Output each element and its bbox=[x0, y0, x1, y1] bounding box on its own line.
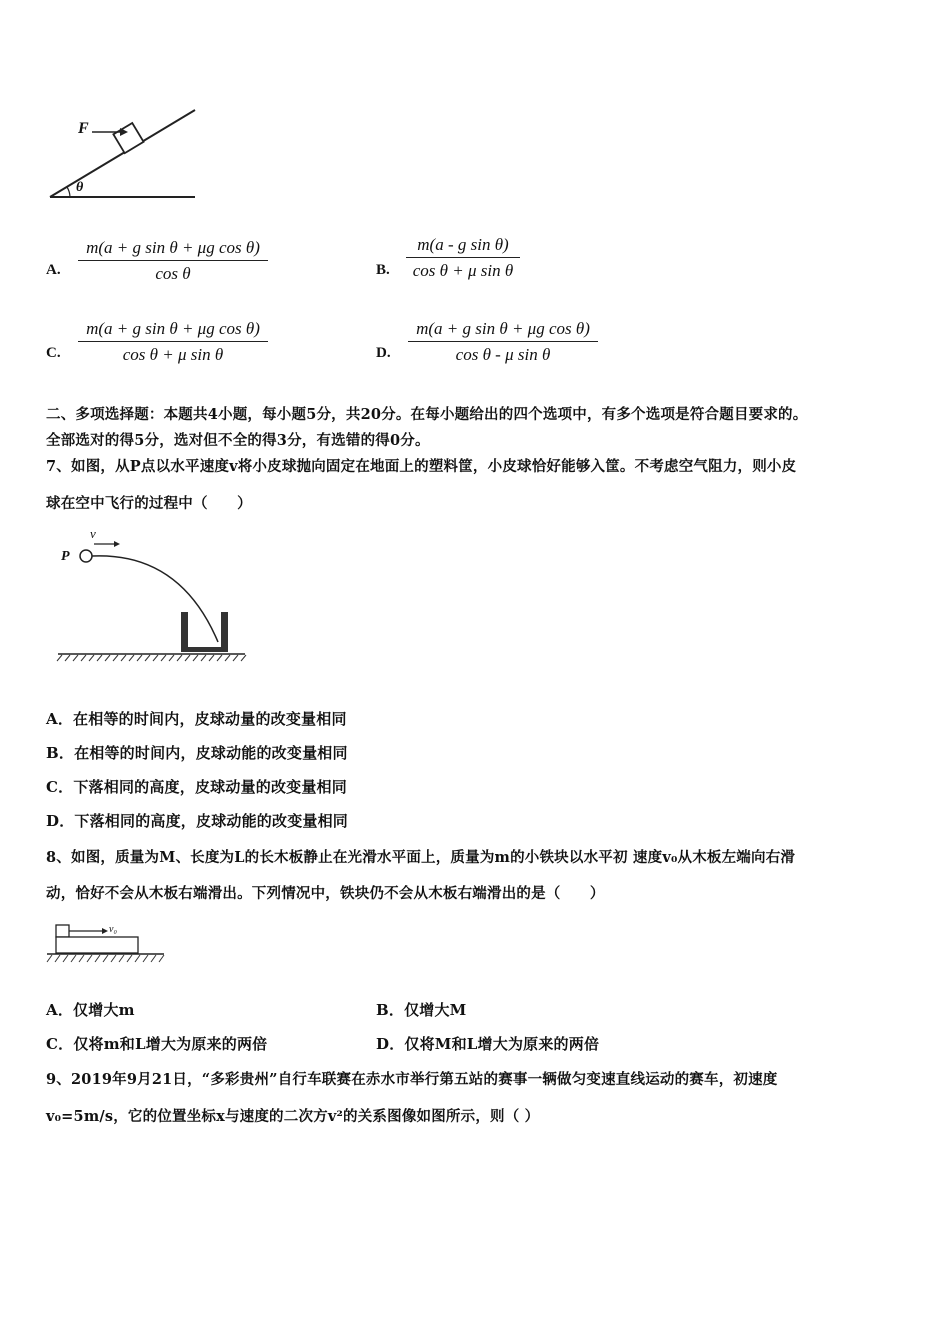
q8-stem-line1: 8、如图，质量为M、长度为L的长木板静止在光滑水平面上，质量为m的小铁块以水平初 速度v₀从木板左端向右滑 bbox=[46, 849, 796, 866]
section2-line1: 二、多项选择题：本题共4小题，每小题5分，共20分。在每小题给出的四个选项中，有多个选项是符合题目要求的。 bbox=[46, 406, 808, 423]
velocity-arrow-head bbox=[114, 541, 120, 547]
q7-stem-line2: 球在空中飞行的过程中（ ） bbox=[46, 495, 252, 512]
q6-option-c-denominator: cos θ + μ sin θ bbox=[122, 345, 224, 364]
angle-arc bbox=[67, 187, 70, 197]
q6-option-a-numerator: m(a + g sin θ + μg cos θ) bbox=[86, 238, 260, 257]
projectile-svg bbox=[50, 522, 260, 672]
q6-option-b-fraction bbox=[406, 235, 520, 281]
board-figure bbox=[44, 918, 174, 970]
q7-option-a: A．在相等的时间内，皮球动量的改变量相同 bbox=[46, 710, 347, 728]
q6-option-a-label: A. bbox=[46, 262, 61, 278]
q6-option-b-numerator: m(a - g sin θ) bbox=[417, 235, 509, 254]
basket-bottom bbox=[181, 647, 228, 652]
q6-option-c-numerator: m(a + g sin θ + μg cos θ) bbox=[86, 319, 260, 338]
floor-hatching bbox=[47, 955, 164, 962]
force-label: F bbox=[78, 120, 89, 137]
q8-option-a: A．仅增大m bbox=[46, 1001, 135, 1019]
q6-option-d-fraction bbox=[408, 319, 598, 365]
q6-option-c-fraction bbox=[78, 319, 268, 365]
trajectory-curve bbox=[92, 556, 218, 642]
v0-label: v₀ bbox=[109, 924, 117, 935]
ground-hatching bbox=[57, 655, 246, 661]
q6-option-d-numerator: m(a + g sin θ + μg cos θ) bbox=[416, 319, 590, 338]
angle-label: θ bbox=[76, 180, 84, 195]
q6-option-b-label: B. bbox=[376, 262, 390, 278]
q8-stem-line2: 动，恰好不会从木板右端滑出。下列情况中，铁块仍不会从木板右端滑出的是（ ） bbox=[46, 885, 605, 902]
basket-right-wall bbox=[221, 612, 228, 652]
point-p-label: P bbox=[61, 549, 70, 564]
q8-option-b: B．仅增大M bbox=[376, 1001, 467, 1019]
iron-block bbox=[56, 925, 69, 937]
q7-stem-line1: 7、如图，从P点以水平速度v将小皮球抛向固定在地面上的塑料筐，小皮球恰好能够入筐。不考虑空气阻力，则小皮 bbox=[46, 458, 797, 475]
q7-option-c: C．下落相同的高度，皮球动量的改变量相同 bbox=[46, 778, 347, 796]
q6-option-d-label: D. bbox=[376, 345, 391, 361]
block-on-incline bbox=[113, 123, 143, 153]
basket-left-wall bbox=[181, 612, 188, 652]
q6-option-a-fraction bbox=[78, 238, 268, 284]
q7-option-d: D．下落相同的高度，皮球动能的改变量相同 bbox=[46, 812, 349, 830]
velocity-v-label: v bbox=[90, 526, 96, 541]
q7-option-b: B．在相等的时间内，皮球动能的改变量相同 bbox=[46, 744, 348, 762]
incline-figure bbox=[40, 100, 210, 210]
q8-option-d: D．仅将M和L增大为原来的两倍 bbox=[376, 1035, 600, 1053]
q6-option-a-denominator: cos θ bbox=[155, 264, 191, 283]
long-board bbox=[56, 937, 138, 953]
section2-line2: 全部选对的得5分，选对但不全的得3分，有选错的得0分。 bbox=[46, 432, 430, 449]
incline-svg bbox=[40, 100, 210, 210]
q6-option-c-label: C. bbox=[46, 345, 61, 361]
incline-line bbox=[50, 110, 195, 197]
projectile-figure bbox=[50, 522, 260, 672]
q8-option-c: C．仅将m和L增大为原来的两倍 bbox=[46, 1035, 268, 1053]
q6-option-d-denominator: cos θ - μ sin θ bbox=[455, 345, 551, 364]
v0-arrow-head bbox=[102, 928, 108, 934]
ball-circle bbox=[80, 550, 92, 562]
q6-option-b-denominator: cos θ + μ sin θ bbox=[412, 261, 514, 280]
q9-stem-line1: 9、2019年9月21日，“多彩贵州”自行车联赛在赤水市举行第五站的赛事一辆做匀变速直线运动的赛车，初速度 bbox=[46, 1071, 778, 1088]
q9-stem-line2: v₀=5m/s，它的位置坐标x与速度的二次方v²的关系图像如图所示，则（ ） bbox=[46, 1108, 540, 1125]
